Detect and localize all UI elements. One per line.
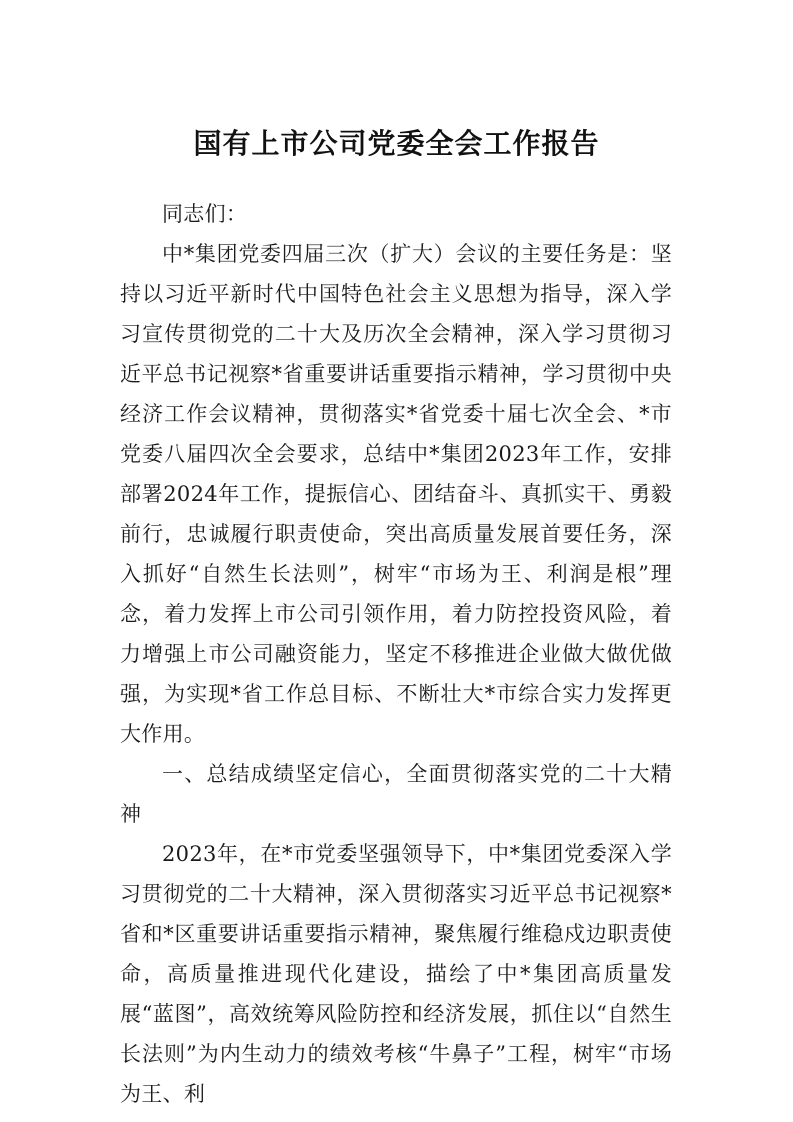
document-body xyxy=(120,194,672,1114)
salutation: 同志们： xyxy=(162,202,248,226)
document-title: 国有上市公司党委全会工作报告 xyxy=(193,127,600,160)
paragraph-2: 2023年，在*市党委坚强领导下，中*集团党委深入学习贯彻党的二十大精神，深入贯彻落实习近平总书记视察*省和*区重要讲话重要指示精神，聚焦履行维稳戍边职责使命，高质量推进现代化建设，描绘了中*集团高质量发展“蓝图”，高效统筹风险防控和经济发展，抓住以“自然生长法则”为内生动力的绩效考核“牛鼻子”工程，树牢“市场为王、利 xyxy=(120,842,672,1106)
paragraph-1: 中*集团党委四届三次（扩大）会议的主要任务是：坚持以习近平新时代中国特色社会主义思想为指导，深入学习宣传贯彻党的二十大及历次全会精神，深入学习贯彻习近平总书记视察*省重要讲话重要指示精神，学习贯彻中央经济工作会议精神，贯彻落实*省党委十届七次全会、*市党委八届四次全会要求，总结中*集团2023年工作，安排部署2024年工作，提振信心、团结奋斗、真抓实干、勇毅前行，忠诚履行职责使命，突出高质量发展首要任务，深入抓好“自然生长法则”，树牢“市场为王、利润是根”理念，着力发挥上市公司引领作用，着力防控投资风险，着力增强上市公司融资能力，坚定不移推进企业做大做优做强，为实现*省工作总目标、不断壮大*市综合实力发挥更大作用。 xyxy=(120,242,672,746)
section-heading-1: 一、总结成绩坚定信心，全面贯彻落实党的二十大精神 xyxy=(120,762,672,826)
